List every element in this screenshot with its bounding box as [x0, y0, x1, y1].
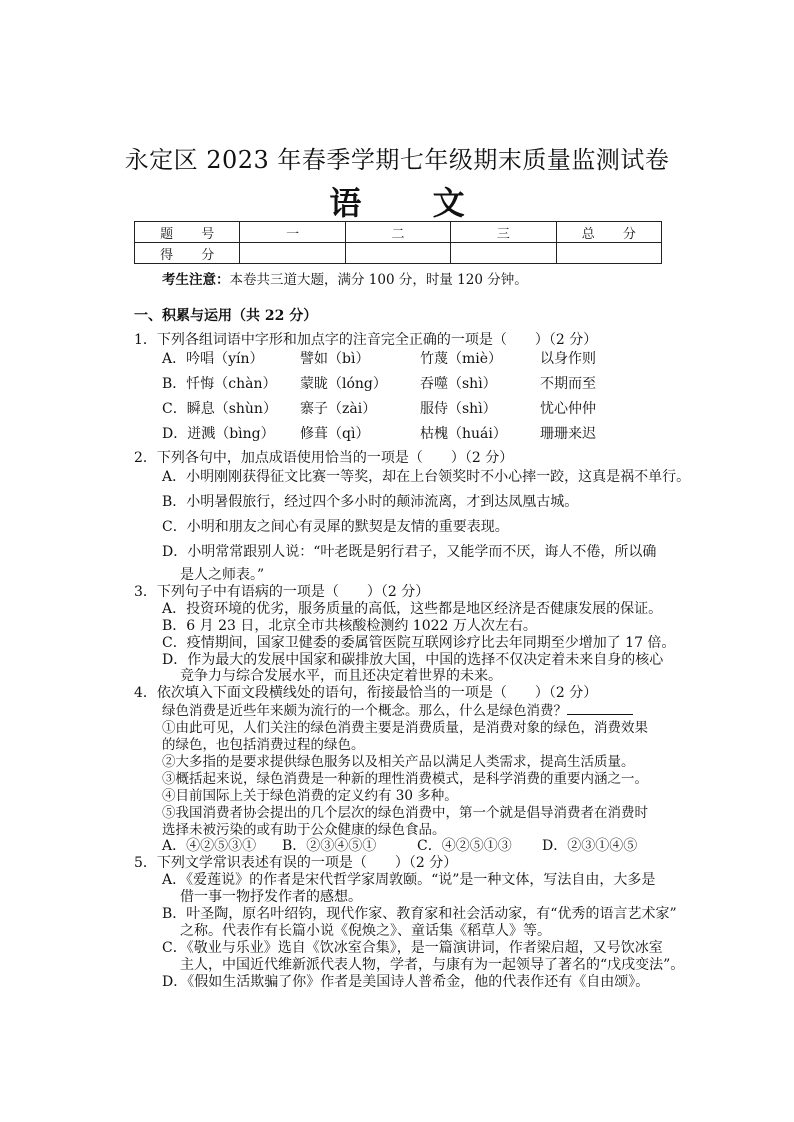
- score-cell: 一: [240, 222, 345, 243]
- sentence-2: ②大多指的是要求提供绿色服务以及相关产品以满足人类需求，提高生活质量。: [162, 754, 635, 770]
- sentence-1-continued: 的绿色，也包括消费过程的绿色。: [162, 737, 365, 753]
- option-b: B．6 月 23 日，北京全市共核酸检测约 1022 万人次左右。: [162, 618, 537, 634]
- option-cell: C．瞬息（shùn）: [162, 401, 277, 417]
- option-b: B．叶圣陶，原名叶绍钧，现代作家、教育家和社会活动家，有“优秀的语言艺术家”: [162, 906, 677, 922]
- score-cell: 题 号: [135, 222, 240, 243]
- exam-title: 永定区 2023 年春季学期七年级期末质量监测试卷: [124, 146, 670, 174]
- option-d: D．小明常常跟别人说：“叶老既是躬行君子，又能学而不厌，诲人不倦，所以确: [162, 544, 657, 560]
- passage-intro-text: 绿色消费是近些年来颇为流行的一个概念。那么，什么是绿色消费？: [162, 703, 567, 719]
- option-cell: A．吟唱（yín）: [162, 351, 264, 367]
- question-stem: 3．下列句子中有语病的一项是（ ）（2 分）: [134, 584, 430, 600]
- option-cell: 忧心仲仲: [540, 401, 596, 417]
- option-d: D．作为最大的发展中国家和碳排放大国，中国的选择不仅决定着未来自身的核心: [162, 652, 664, 668]
- option-cell: 不期而至: [540, 376, 596, 392]
- option-a: A．《爱莲说》的作者是宋代哲学家周敦颐。“说”是一种文体，写法自由，大多是: [162, 872, 656, 888]
- notice-text: 本卷共三道大题，满分 100 分，时量 120 分钟。: [229, 272, 528, 288]
- question-stem: 4．依次填入下面文段横线处的语句，衔接最恰当的一项是（ ）（2 分）: [134, 685, 598, 701]
- choice-b: B．②③④⑤①: [282, 838, 377, 854]
- option-row: [162, 348, 650, 368]
- option-cell: 珊珊来迟: [540, 426, 596, 442]
- score-cell: 得 分: [135, 243, 240, 264]
- score-table-header-row: [135, 222, 662, 243]
- option-a: A．投资环境的优劣，服务质量的高低，这些都是地区经济是否健康发展的保证。: [162, 601, 663, 617]
- sentence-3: ③概括起来说，绿色消费是一种新的理性消费模式，是科学消费的重要内涵之一。: [162, 771, 648, 787]
- option-c: C．疫情期间，国家卫健委的委属管医院互联网诊疗比去年同期至少增加了 17 倍。: [162, 635, 676, 651]
- score-table: [134, 221, 662, 264]
- option-cell: 蒙眬（lóng）: [300, 376, 387, 392]
- option-cell: 枯槐（huái）: [420, 426, 507, 442]
- score-table-score-row: [135, 243, 662, 264]
- option-cell: 以身作则: [540, 351, 596, 367]
- option-row: [162, 398, 650, 418]
- option-b: B．小明暑假旅行，经过四个多小时的颠沛流离，才到达凤凰古城。: [162, 494, 579, 510]
- score-entry-cell: [240, 243, 345, 264]
- choice-d: D．②③①④⑤: [542, 838, 638, 854]
- section-title: 一、积累与运用（共 22 分）: [134, 308, 318, 324]
- option-a: A．小明刚刚获得征文比赛一等奖，却在上台领奖时不小心摔一跤，这真是祸不单行。: [162, 469, 691, 485]
- score-entry-cell: [451, 243, 556, 264]
- answer-blank: [567, 702, 633, 715]
- sentence-1: ①由此可见，人们关注的绿色消费主要是消费质量，是消费对象的绿色，消费效果: [162, 720, 648, 736]
- option-cell: 譬如（bì）: [300, 351, 370, 367]
- score-cell: 二: [345, 222, 450, 243]
- option-a-continued: 借一事一物抒发作者的感想。: [180, 889, 362, 905]
- choice-a: A．④②⑤③①: [162, 838, 257, 854]
- option-d: D．《假如生活欺骗了你》作者是美国诗人普希金，他的代表作还有《自由颂》。: [162, 974, 650, 990]
- option-c: C．小明和朋友之间心有灵犀的默契是友情的重要表现。: [162, 519, 509, 535]
- option-b-continued: 之称。代表作有长篇小说《倪焕之》、童话集《稻草人》等。: [180, 923, 551, 939]
- option-cell: 竹蔑（miè）: [420, 351, 503, 367]
- subject-title: 语 文: [329, 184, 495, 222]
- option-cell: 服侍（shì）: [420, 401, 497, 417]
- option-cell: B．忏悔（chàn）: [162, 376, 277, 392]
- option-cell: D．迸溅（bìng）: [162, 426, 275, 442]
- option-cell: 修葺（qì）: [300, 426, 370, 442]
- option-row: [162, 423, 650, 443]
- option-c: C．《敬业与乐业》选自《饮冰室合集》，是一篇演讲词，作者梁启超，又号饮冰室: [162, 940, 663, 956]
- score-cell: 总 分: [556, 222, 661, 243]
- score-cell: 三: [451, 222, 556, 243]
- option-cell: 寨子（zài）: [300, 401, 377, 417]
- question-stem: 5．下列文学常识表述有误的一项是（ ）（2 分）: [134, 855, 458, 871]
- notice-label: 考生注意：: [162, 272, 230, 288]
- candidate-notice: [162, 268, 528, 288]
- score-entry-cell: [345, 243, 450, 264]
- question-stem: 1．下列各组词语中字形和加点字的注音完全正确的一项是（ ）（2 分）: [134, 332, 598, 348]
- sentence-5: ⑤我国消费者协会提出的几个层次的绿色消费中，第一个就是倡导消费者在消费时: [162, 805, 648, 821]
- choice-c: C．④②⑤①③: [417, 838, 512, 854]
- option-c-continued: 主人，中国近代维新派代表人物，学者，与康有为一起领导了著名的“戊戌变法”。: [180, 957, 685, 973]
- sentence-5-continued: 选择未被污染的或有助于公众健康的绿色食品。: [162, 822, 446, 838]
- question-stem: 2．下列各句中，加点成语使用恰当的一项是（ ）（2 分）: [134, 450, 514, 466]
- option-d-continued: 竞争力与综合发展水平，而且还决定着世界的未来。: [180, 668, 502, 684]
- score-entry-cell: [556, 243, 661, 264]
- option-d-continued: 是人之师表。”: [180, 567, 265, 583]
- option-row: [162, 373, 650, 393]
- sentence-4: ④目前国际上关于绿色消费的定义约有 30 多种。: [162, 788, 458, 804]
- option-cell: 吞噬（shì）: [420, 376, 497, 392]
